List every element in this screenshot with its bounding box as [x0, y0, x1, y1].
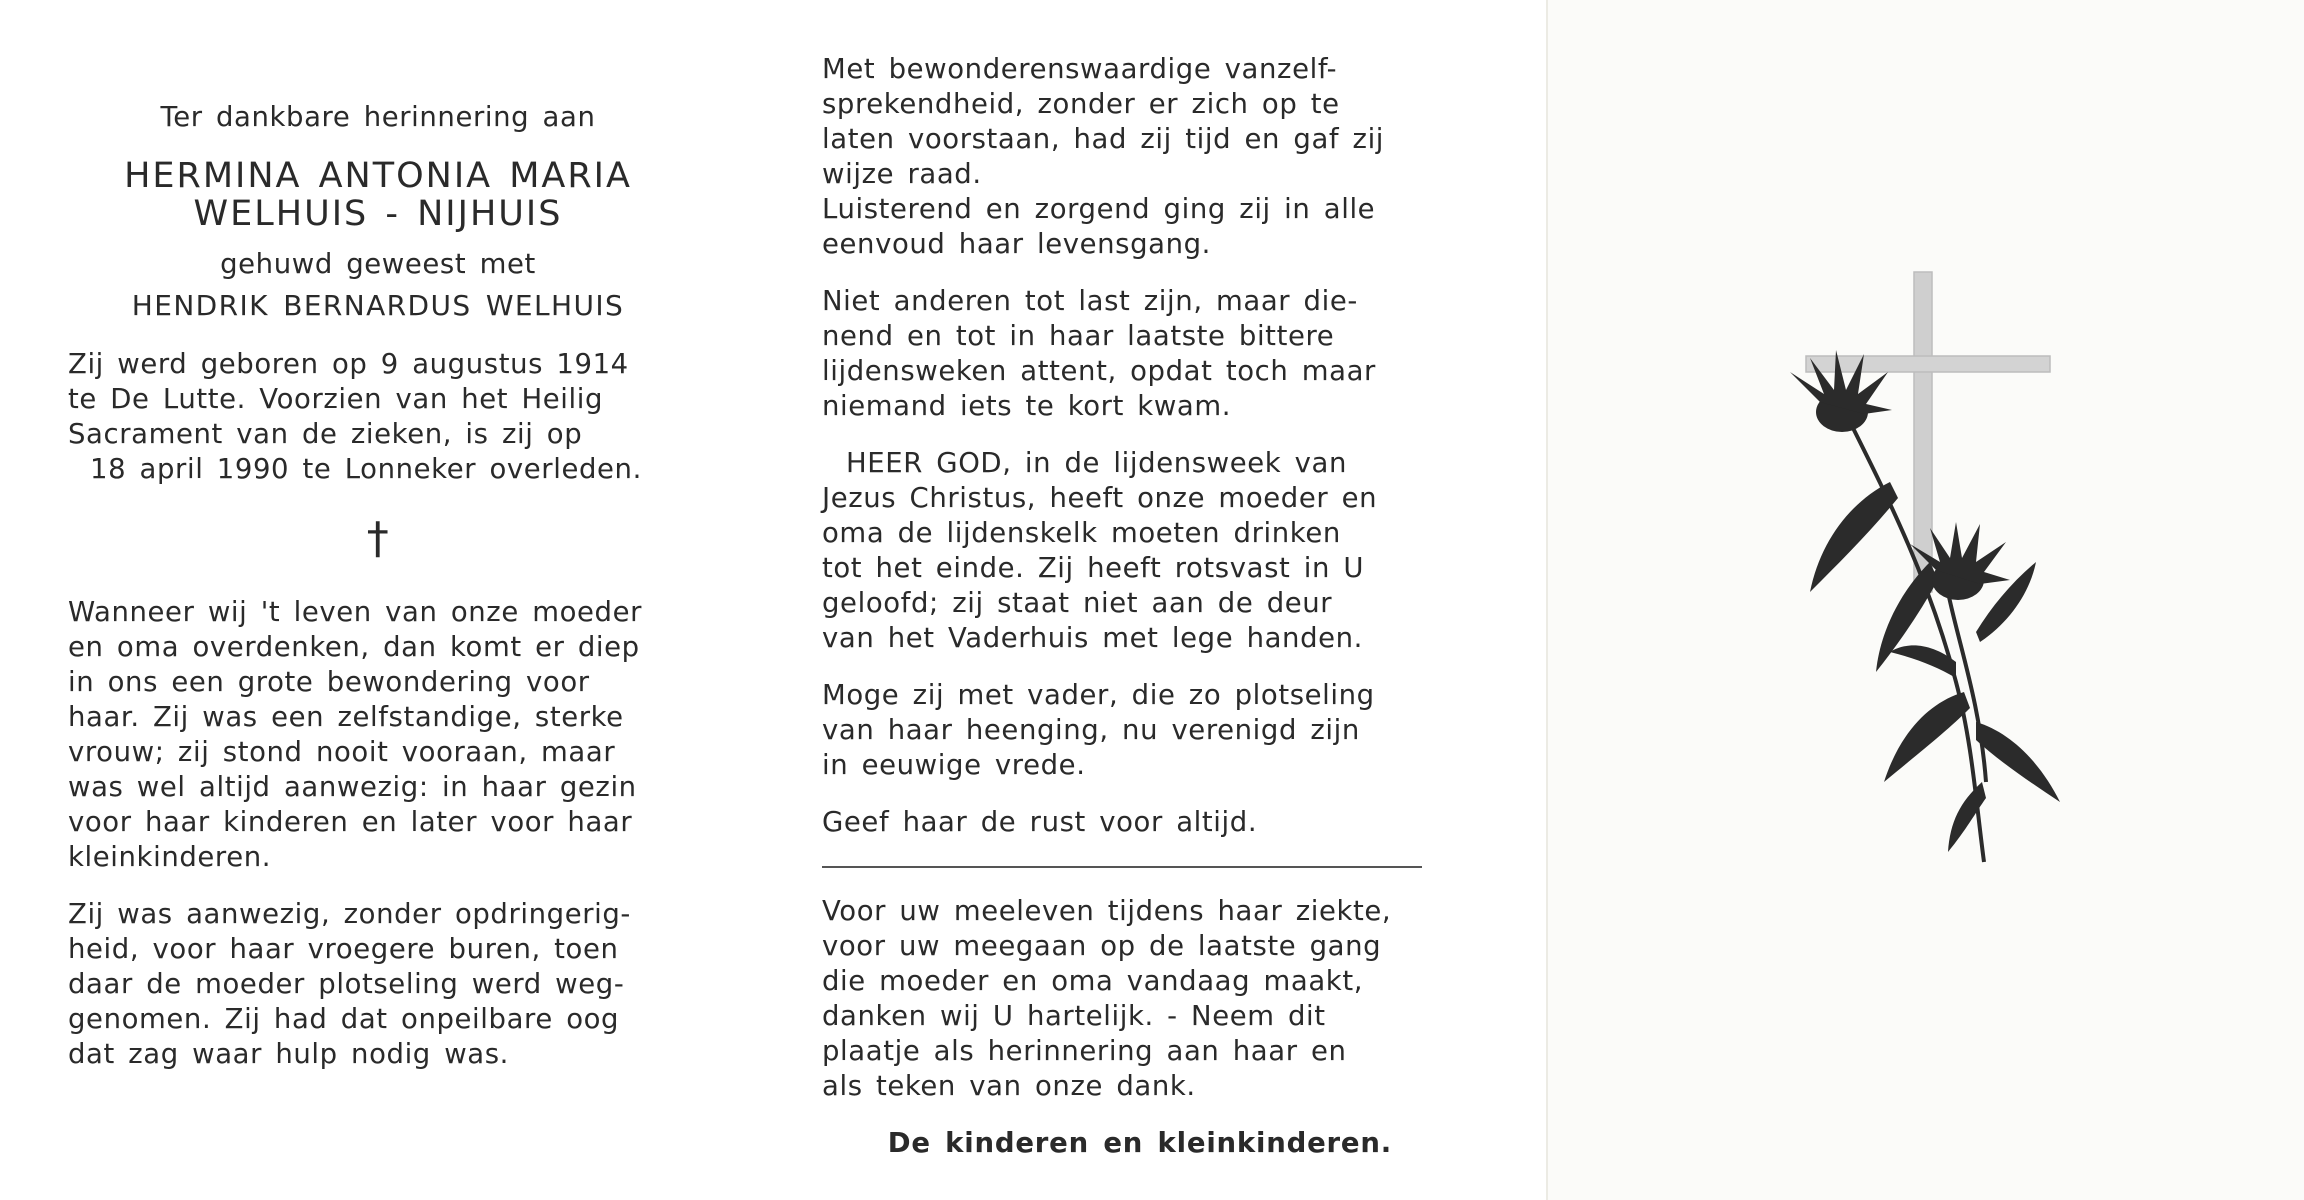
text-line: Niet anderen tot last zijn, maar die- — [822, 285, 1358, 317]
intro-text: Ter dankbare herinnering aan — [160, 101, 596, 133]
birth-death-paragraph — [68, 347, 688, 487]
text-line: was wel altijd aanwezig: in haar gezin — [68, 771, 637, 803]
text-line: voor uw meegaan op de laatste gang — [822, 930, 1382, 962]
text-line: en oma overdenken, dan komt er diep — [68, 631, 640, 663]
divider — [822, 866, 1422, 868]
text-line: nend en tot in haar laatste bittere — [822, 320, 1335, 352]
spouse-name: HENDRIK BERNARDUS WELHUIS — [131, 289, 625, 322]
text-line: Met bewonderenswaardige vanzelf- — [822, 53, 1338, 85]
text-line: oma de lijdenskelk moeten drinken — [822, 517, 1341, 549]
reflection-paragraph-2 — [68, 897, 688, 1072]
text-line: sprekendheid, zonder er zich op te — [822, 88, 1340, 120]
text-line: tot het einde. Zij heeft rotsvast in U — [822, 552, 1365, 584]
thanks-paragraph — [822, 894, 1462, 1104]
text-line: voor haar kinderen en later voor haar — [68, 806, 633, 838]
cross-with-thistle-flowers-icon — [1780, 262, 2140, 882]
text-line: in ons een grote bewondering voor — [68, 666, 590, 698]
text-line: dat zag waar hulp nodig was. — [68, 1038, 510, 1070]
married-text: gehuwd geweest met — [220, 248, 536, 280]
text-line: plaatje als herinnering aan haar en — [822, 1035, 1347, 1067]
text-line: daar de moeder plotseling werd weg- — [68, 968, 625, 1000]
text-line: wijze raad. — [822, 158, 982, 190]
text-line: niemand iets te kort kwam. — [822, 390, 1232, 422]
left-column — [68, 100, 688, 1072]
signature: De kinderen en kleinkinderen. — [887, 1127, 1392, 1159]
text-line: Jezus Christus, heeft onze moeder en — [822, 482, 1378, 514]
text-line: Zij was aanwezig, zonder opdringerig- — [68, 898, 631, 930]
deceased-name-line-1: HERMINA ANTONIA MARIA — [124, 156, 632, 196]
text-line: danken wij U hartelijk. - Neem dit — [822, 1000, 1326, 1032]
wish-paragraph — [822, 678, 1462, 783]
text-line: haar. Zij was een zelfstandige, sterke — [68, 701, 624, 733]
prayer-paragraph — [822, 446, 1462, 656]
text-line: kleinkinderen. — [68, 841, 272, 873]
deceased-name-line-2: WELHUIS - NIJHUIS — [193, 194, 563, 234]
tribute-paragraph-2 — [822, 284, 1462, 424]
text-line: Voor uw meeleven tijdens haar ziekte, — [822, 895, 1392, 927]
cross-icon: † — [366, 513, 390, 564]
rest-line: Geef haar de rust voor altijd. — [822, 806, 1258, 838]
text-line: Moge zij met vader, die zo plotseling — [822, 679, 1375, 711]
text-line: Wanneer wij 't leven van onze moeder — [68, 596, 643, 628]
text-line: laten voorstaan, had zij tijd en gaf zij — [822, 123, 1385, 155]
text-line: die moeder en oma vandaag maakt, — [822, 965, 1364, 997]
text-line: geloofd; zij staat niet aan de deur — [822, 587, 1333, 619]
text-line: van het Vaderhuis met lege handen. — [822, 622, 1364, 654]
text-line: genomen. Zij had dat onpeilbare oog — [68, 1003, 620, 1035]
text-line: Luisterend en zorgend ging zij in alle — [822, 193, 1376, 225]
text-line: Zij werd geboren op 9 augustus 1914 — [68, 348, 629, 380]
reflection-paragraph-1 — [68, 595, 688, 875]
text-line: lijdensweken attent, opdat toch maar — [822, 355, 1376, 387]
text-line: van haar heenging, nu verenigd zijn — [822, 714, 1360, 746]
text-line: HEER GOD, in de lijdensweek van — [846, 447, 1348, 479]
text-line: eenvoud haar levensgang. — [822, 228, 1212, 260]
text-line: heid, voor haar vroegere buren, toen — [68, 933, 619, 965]
text-line: 18 april 1990 te Lonneker overleden. — [90, 453, 642, 485]
middle-column — [822, 52, 1462, 1161]
text-line: als teken van onze dank. — [822, 1070, 1196, 1102]
text-line: vrouw; zij stond nooit vooraan, maar — [68, 736, 616, 768]
tribute-paragraph-1 — [822, 52, 1462, 262]
text-line: te De Lutte. Voorzien van het Heilig — [68, 383, 604, 415]
text-line: in eeuwige vrede. — [822, 749, 1086, 781]
text-line: Sacrament van de zieken, is zij op — [68, 418, 583, 450]
